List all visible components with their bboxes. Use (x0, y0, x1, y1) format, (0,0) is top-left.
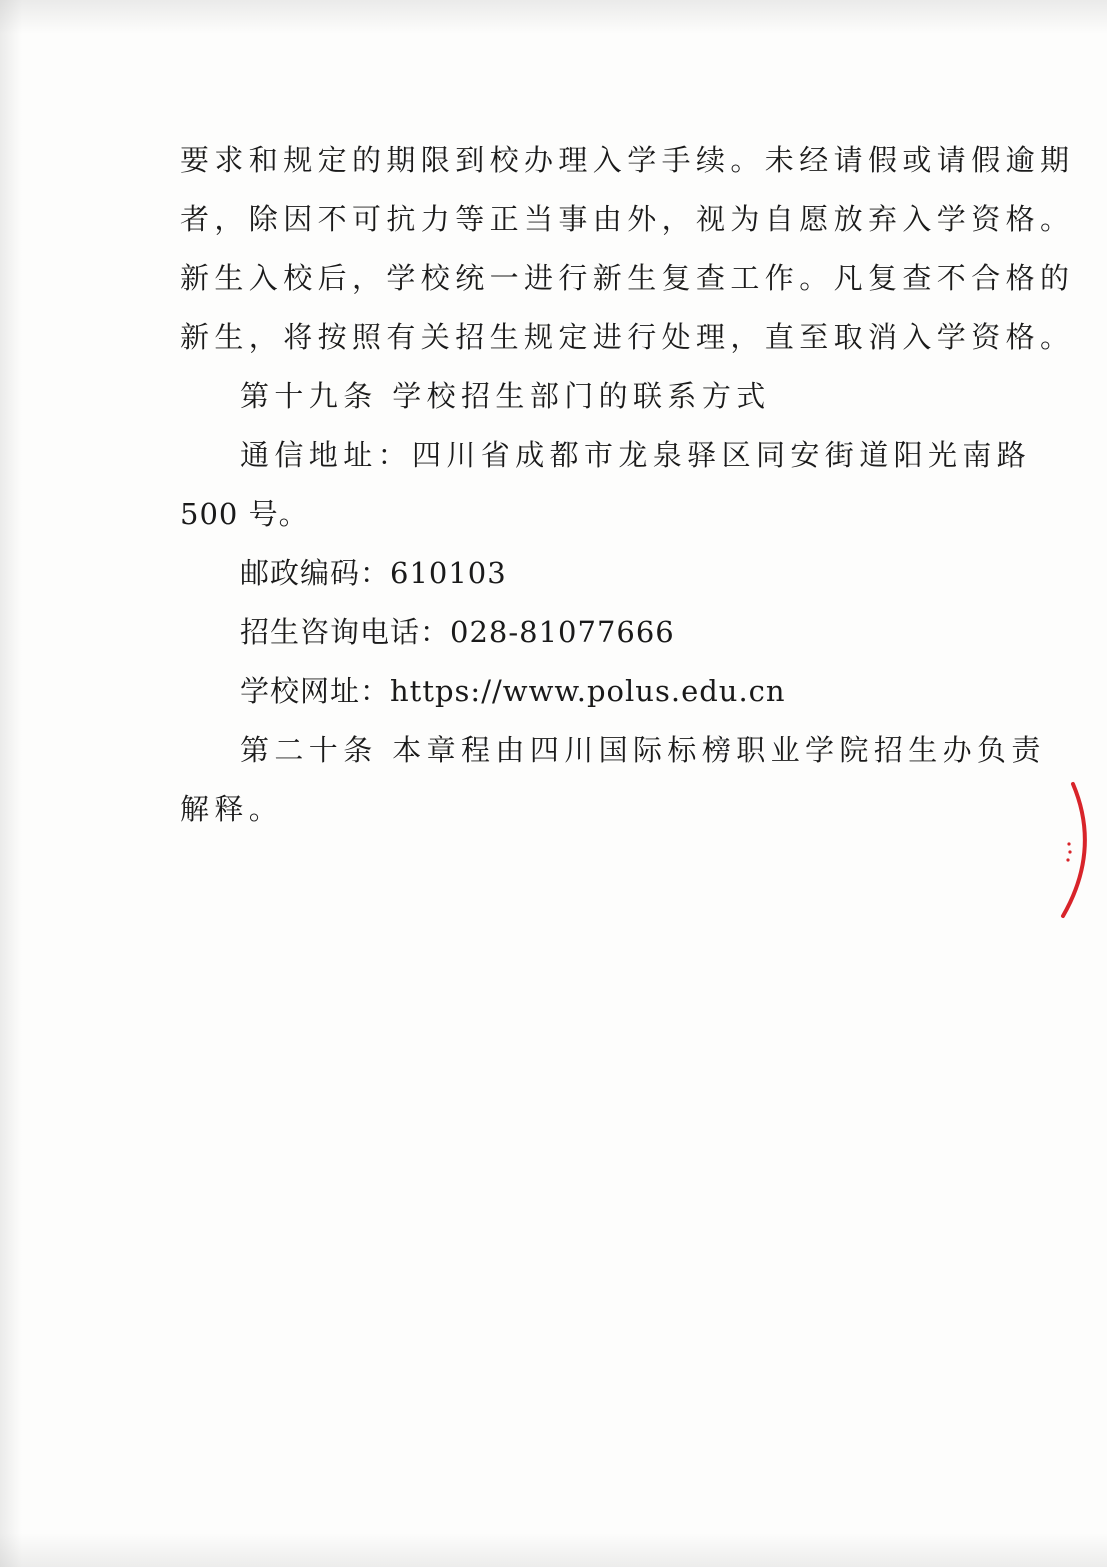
admissions-phone: 招生咨询电话：028-81077666 (240, 615, 675, 649)
article-20-text: 第二十条 本章程由四川国际标榜职业学院招生办负责 (240, 733, 1046, 767)
scan-top-shadow (0, 0, 1107, 34)
mailing-address-cont: 500 号。 (180, 497, 309, 531)
text-line-4: 新生，将按照有关招生规定进行处理，直至取消入学资格。 (180, 320, 1075, 354)
text-line-1: 要求和规定的期限到校办理入学手续。未经请假或请假逾期 (180, 143, 1075, 177)
text-line-2: 者，除因不可抗力等正当事由外，视为自愿放弃入学资格。 (180, 202, 1075, 236)
postal-code: 邮政编码：610103 (240, 556, 507, 590)
scan-bottom-shadow (0, 1533, 1107, 1567)
scan-left-shadow (0, 0, 22, 1567)
red-seal-edge (1057, 780, 1097, 920)
mailing-address: 通信地址：四川省成都市龙泉驿区同安街道阳光南路 (240, 438, 1032, 472)
school-website: 学校网址：https://www.polus.edu.cn (240, 674, 786, 708)
article-20-text-cont: 解释。 (180, 792, 284, 826)
article-19-heading: 第十九条 学校招生部门的联系方式 (240, 379, 771, 413)
text-line-3: 新生入校后，学校统一进行新生复查工作。凡复查不合格的 (180, 261, 1075, 295)
